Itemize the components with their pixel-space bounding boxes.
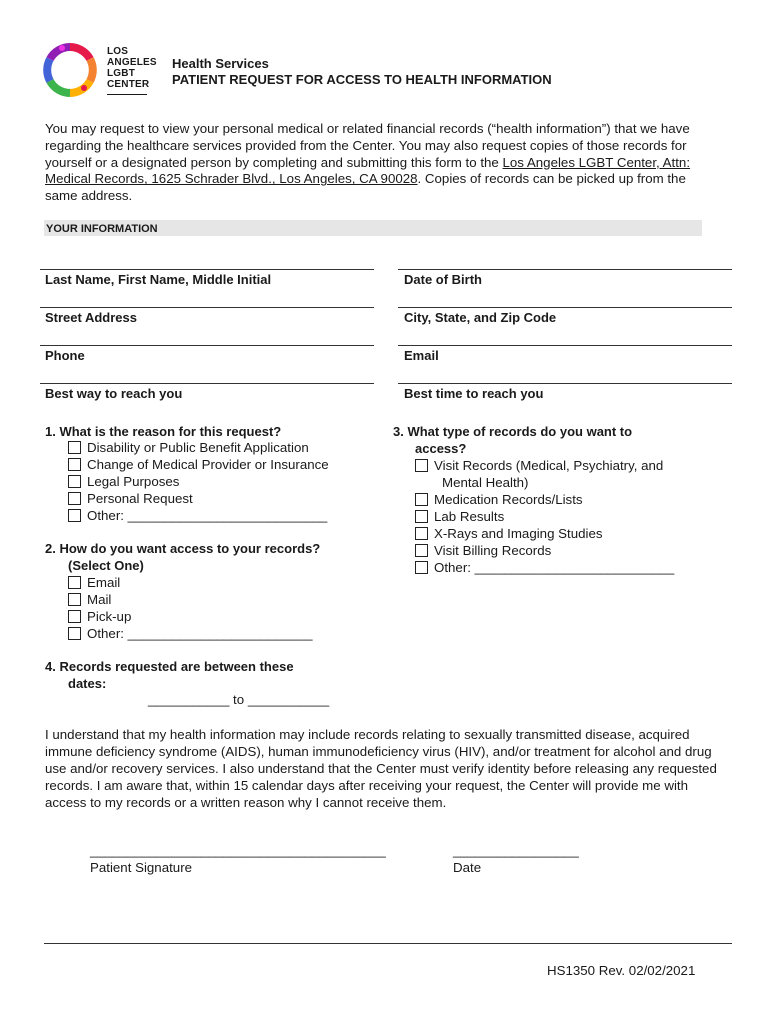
name-field-line[interactable] xyxy=(40,269,374,270)
logo-line: LOS xyxy=(107,46,129,57)
consent-paragraph: I understand that my health information may include records relating to sexually transmitted disease, acquired immune deficiency syndrome (AIDS), human immunodeficiency virus (HIV), and/or treatment for alcohol and drug use and/or recovery services. I also understand that the Center must verify identity before releasing any requested records. I am aware that, within 15 calendar days after receiving your request, the Center will provide me with access to my records or a written reason why I cannot receive them. xyxy=(45,727,717,810)
checkbox[interactable] xyxy=(68,593,81,606)
checkbox[interactable] xyxy=(68,475,81,488)
q1-option[interactable]: Legal Purposes xyxy=(68,473,329,490)
q4-label-sub: dates: xyxy=(68,676,107,691)
q3-option[interactable]: Other: ___________________________ xyxy=(415,559,674,576)
logo-line: ANGELES xyxy=(107,57,157,68)
form-revision-id: HS1350 Rev. 02/02/2021 xyxy=(547,963,696,978)
city-field-label: City, State, and Zip Code xyxy=(404,310,557,325)
signature-label: Patient Signature xyxy=(90,860,193,875)
best-time-field-line[interactable] xyxy=(398,383,732,384)
date-line[interactable]: _________________ xyxy=(453,843,579,858)
intro-text: You may request to view your personal medical or related financial records (“health information”) that we have regarding the healthcare services provided from the Center. You may also request copies of those records for yourself or a designated person by completing and submitting this form to the xyxy=(45,121,690,170)
dob-field-label: Date of Birth xyxy=(404,272,482,287)
email-field-line[interactable] xyxy=(398,345,732,346)
checkbox[interactable] xyxy=(415,510,428,523)
q3-option[interactable]: Visit Billing Records xyxy=(415,542,674,559)
phone-field-label: Phone xyxy=(45,348,85,363)
q1-option[interactable]: Change of Medical Provider or Insurance xyxy=(68,456,329,473)
q1-label: 1. What is the reason for this request? xyxy=(45,424,282,439)
checkbox[interactable] xyxy=(415,527,428,540)
checkbox[interactable] xyxy=(415,544,428,557)
checkbox[interactable] xyxy=(415,561,428,574)
form-title: PATIENT REQUEST FOR ACCESS TO HEALTH INFORMATION xyxy=(172,72,552,87)
city-field-line[interactable] xyxy=(398,307,732,308)
checkbox[interactable] xyxy=(68,610,81,623)
q2-option[interactable]: Other: _________________________ xyxy=(68,625,313,642)
q2-options xyxy=(68,574,313,642)
mailing-address: Los Angeles LGBT Center, Attn: Medical Records, 1625 Schrader Blvd., Los Angeles, CA 90028 xyxy=(45,154,691,187)
checkbox[interactable] xyxy=(68,509,81,522)
logo-line: LGBT xyxy=(107,68,136,79)
name-field-label: Last Name, First Name, Middle Initial xyxy=(45,272,272,287)
q3-option[interactable]: Medication Records/Lists xyxy=(415,491,674,508)
best-way-field-line[interactable] xyxy=(40,383,374,384)
checkbox[interactable] xyxy=(68,492,81,505)
checkbox[interactable] xyxy=(68,627,81,640)
intro-paragraph xyxy=(45,121,705,205)
checkbox[interactable] xyxy=(415,493,428,506)
intro-text-end: . Copies of records can be picked up from the same address. xyxy=(45,171,686,204)
section-title: YOUR INFORMATION xyxy=(46,223,158,235)
best-way-field-label: Best way to reach you xyxy=(45,386,183,401)
q2-option[interactable]: Pick-up xyxy=(68,608,313,625)
phone-field-line[interactable] xyxy=(40,345,374,346)
checkbox[interactable] xyxy=(68,458,81,471)
dob-field-line[interactable] xyxy=(398,269,732,270)
q2-option[interactable]: Email xyxy=(68,574,313,591)
checkbox[interactable] xyxy=(68,576,81,589)
q1-option[interactable]: Personal Request xyxy=(68,490,329,507)
street-field-line[interactable] xyxy=(40,307,374,308)
q3-label: 3. What type of records do you want to xyxy=(393,424,633,439)
q4-label: 4. Records requested are between these xyxy=(45,659,294,674)
signature-line[interactable]: ________________________________________ xyxy=(90,843,386,858)
q3-option[interactable]: X-Rays and Imaging Studies xyxy=(415,525,674,542)
q1-option[interactable]: Other: ___________________________ xyxy=(68,507,329,524)
q3-option[interactable]: Lab Results xyxy=(415,508,674,525)
logo-underline xyxy=(107,94,147,95)
checkbox[interactable] xyxy=(68,441,81,454)
street-field-label: Street Address xyxy=(45,310,137,325)
q3-option[interactable]: Visit Records (Medical, Psychiatry, and xyxy=(415,457,674,474)
date-range-field[interactable]: ___________ to ___________ xyxy=(148,692,330,707)
q1-options xyxy=(68,439,329,524)
footer-rule xyxy=(44,943,732,944)
best-time-field-label: Best time to reach you xyxy=(404,386,544,401)
q3-option-continuation: Mental Health) xyxy=(442,475,529,490)
q1-option[interactable]: Disability or Public Benefit Application xyxy=(68,439,329,456)
date-label: Date xyxy=(453,860,482,875)
logo-line: CENTER xyxy=(107,79,150,90)
logo-wordmark xyxy=(107,46,157,90)
q2-label: 2. How do you want access to your records? xyxy=(45,541,321,556)
email-field-label: Email xyxy=(404,348,439,363)
q3-label-sub: access? xyxy=(415,441,467,456)
q2-option[interactable]: Mail xyxy=(68,591,313,608)
department-heading: Health Services xyxy=(172,56,269,71)
q3-options xyxy=(415,457,674,576)
checkbox[interactable] xyxy=(415,459,428,472)
q2-label-sub: (Select One) xyxy=(68,558,144,573)
